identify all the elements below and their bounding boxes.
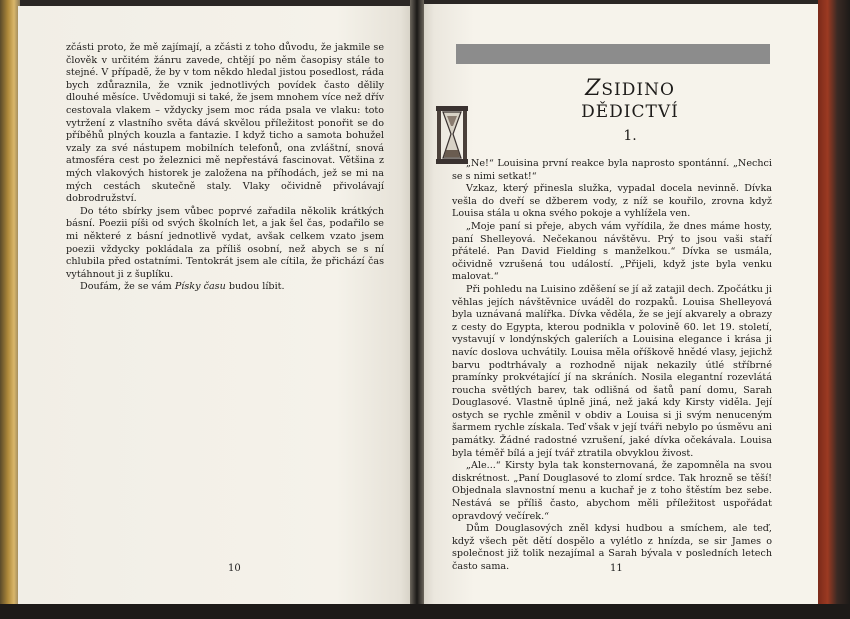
left-paragraph-closing: [66, 281, 384, 294]
page-number-left: 10: [228, 563, 241, 574]
chapter-title-line1: [560, 76, 700, 101]
chapter-number: 1.: [623, 128, 637, 144]
closing-text-after: budou líbit.: [225, 281, 285, 293]
right-paragraph-1: „Ne!“ Louisina první reakce byla naprosto spontánní. „Nechci se s nimi setkat!“: [452, 158, 772, 182]
book-title-italic: Písky času: [174, 281, 226, 293]
left-page-text: [66, 42, 384, 294]
right-paragraph-4: Při pohledu na Luisino zděšení se jí až zatajil dech. Zpočátku ji věhlas jejích návštěvnice uváděl do rozpaků. Louisa Shelleyová byla uznávaná malířka. Dívka věděla, že se její akvarely a obrazy z cesty do Egypta, kterou podnikla v polovině 60. let 19. století, vystavují v londýnských galeriích a Louisina elegance i krása ji navíc doslova uchvátily. Louisa měla oříškově hnědé vlasy, jejichž barvu podtrhávaly a rozhodně nijak nekazily útlé stříbrné pramínky prokvétající jí na skráních. Nosila elegantní rozevlátá roucha světlých barev, tak odlišná od šatů paní domu, Sarah Douglasové. Vlastně úplně jiná, než jaká kdy Kirsty viděla. Její ostych se rychle změnil v obdiv a Louisa si ji svým nenuceným šarmem rychle získala. Teď však v její tváři nebylo po úsměvu ani památky. Žádné radostné vzrušení, jaké dívka očekávala. Louisa byla téměř bílá a její tvář ztratila obvyklou živost.: [452, 283, 772, 459]
right-paragraph-3: „Moje paní si přeje, abych vám vyřídila, že dnes máme hosty, paní Shelleyová. Nečekanou návštěvu. Prý to jsou vaši staří přátelé. Pan David Fielding s manželkou.“ Dívka se usmála, očividně vzrušená tou událostí. „Přijeli, když jste byla venku malovat.“: [452, 220, 772, 283]
left-paragraph-1: zčásti proto, že mě zajímají, a zčásti z toho důvodu, že jakmile se člověk v určitém žánru zavede, chtějí po něm časopisy stále to stejné. V případě, že by v tom někdo hledal jistou posedlost, ráda bych zdůraznila, že vznik jednotlivých povídek často dělily dlouhé měsíce. Uvědomuji si také, že jsem mnohem více než dřív cestovala vlakem – vždycky jsem moc ráda psala ve vlaku: toto vytržení z vlastního světa dává skvělou příležitost ponořit se do příběhů plných kouzla a fantazie. I když ticho a samota bohužel vzaly za své nástupem mobilních telefonů, ona zvláštní, snová atmosféra cest po železnici mě nepřestává fascinovat. Většina z mých vlakových historek je založena na příhodách, jež se mi na mých cestách skutečně staly. Vlaky očividně přivolávají dobrodružství.: [66, 42, 384, 205]
chapter-title-initial: Z: [585, 76, 602, 101]
book-edge-right: [818, 0, 850, 619]
closing-text-before: Doufám, že se vám: [80, 281, 175, 293]
hourglass-icon: [434, 104, 470, 166]
right-page-text: [452, 158, 772, 574]
chapter-title: [560, 76, 700, 144]
chapter-header-bar: [456, 44, 770, 64]
right-paragraph-5: „Ale...“ Kirsty byla tak konsternovaná, že zapomněla na svou diskrétnost. „Paní Douglasové to zlomí srdce. Tak hrozně se těší! Objednala slavnostní menu a kuchař je z toho štěstím bez sebe. Nestává se příliš často, abychom měli příležitost uspořádat opravdový večírek.“: [452, 460, 772, 522]
chapter-title-rest: SIDINO: [601, 80, 675, 100]
page-number-right: 11: [610, 563, 623, 574]
book-edge-bottom: [0, 604, 850, 619]
right-paragraph-2: Vzkaz, který přinesla služka, vypadal docela nevinně. Dívka vešla do dveří se džberem vody, z níž se kouřilo, zrovna když Louisa stála u okna svého pokoje a vyhlížela ven.: [452, 183, 772, 220]
book-spine: [410, 0, 424, 619]
book-edge-left: [0, 0, 20, 619]
left-paragraph-2: Do této sbírky jsem vůbec poprvé zařadila několik krátkých básní. Poezii píši od svých školních let, a jak šel čas, podařilo se mi některé z básní jednotlivě vydat, avšak celkem vzato jsem poezii vždycky pokládala za příliš osobní, než abych se s ní chlubila před ostatními. Tentokrát jsem ale cítila, že přichází čas vytáhnout ji z šuplíku.: [66, 205, 384, 280]
right-paragraph-6: Dům Douglasových zněl kdysi hudbou a smíchem, ale teď, když všech pět dětí dospělo a vylétlo z hnízda, se sir James o společnost již tolik nezajímal a Sarah bývala v posledních letech často sama.: [452, 523, 772, 572]
chapter-title-line2: DĚDICTVÍ: [581, 102, 679, 122]
